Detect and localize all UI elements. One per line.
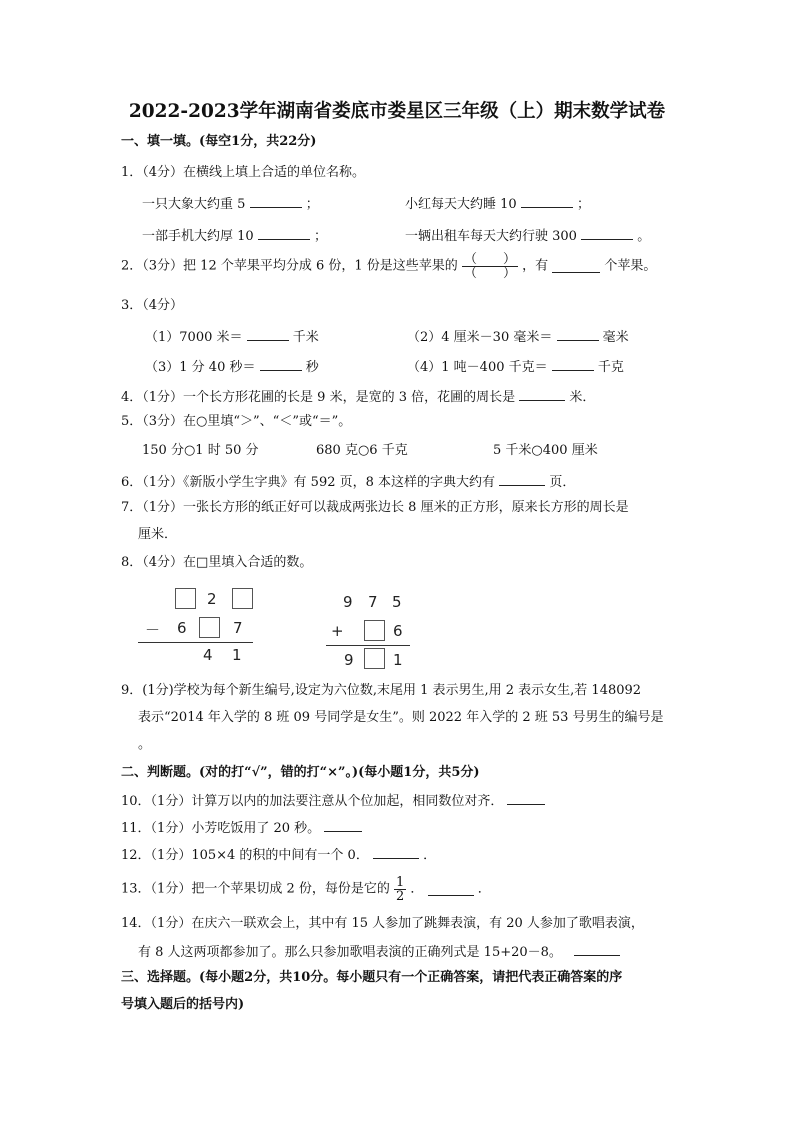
q3-item-3: [145, 358, 319, 376]
q11-blank[interactable]: [324, 819, 362, 832]
q1-item-a: [142, 195, 319, 213]
q13: [121, 876, 491, 903]
q1-d-text: 一辆出租车每天大约行驶 300: [405, 229, 577, 244]
q11: [121, 819, 362, 837]
q4-post: 米．: [569, 390, 596, 405]
q3-1-blank[interactable]: [247, 328, 289, 341]
section-1-heading: 一、填一填。(每空1分，共22分): [121, 134, 317, 149]
q3-4-unit: 千克: [597, 360, 624, 375]
q1-a-text: 一只大象大约重 5: [142, 197, 246, 212]
q14-text: 有 8 人这两项都参加了。那么只参加歌唱表演的正确列式是 15+20－8。: [138, 945, 562, 960]
q10-text: 10．（1分）计算万以内的加法要注意从个位加起，相同数位对齐．: [121, 794, 504, 809]
q3-item-1: [145, 328, 319, 346]
q6: [121, 473, 575, 491]
q8-p1-digit-1: 1: [232, 646, 242, 664]
q8-p1-digit-6: 6: [177, 619, 187, 637]
q1-c-post: ；: [313, 229, 327, 244]
q1-c-blank[interactable]: [258, 227, 310, 240]
q5-item-a[interactable]: 150 分○1 时 50 分: [142, 443, 259, 458]
q9-line-2: 表示“2014 年入学的 8 班 09 号同学是女生”。则 2022 年入学的 2 班 53 号男生的编号是: [138, 710, 664, 725]
q5-item-b[interactable]: 680 克○6 千克: [316, 443, 408, 458]
q4-blank[interactable]: [519, 388, 565, 401]
q8-p2-box-2[interactable]: [364, 648, 385, 669]
q8-p2-digit-9b: 9: [344, 651, 354, 669]
q12-blank[interactable]: [373, 846, 419, 859]
q3-1-text: （1）7000 米＝: [145, 330, 243, 345]
q2-post-text: 个苹果。: [604, 258, 657, 274]
q8-p2-digit-5: 5: [392, 593, 402, 611]
q1-item-c: [142, 227, 327, 245]
q8-p1-minus: －: [145, 621, 161, 639]
q13-blank[interactable]: [428, 883, 474, 896]
q2-mid-text: ，有: [522, 258, 549, 274]
q8-p1-box-2[interactable]: [232, 588, 253, 609]
q1-c-text: 一部手机大约厚 10: [142, 229, 254, 244]
q10-blank[interactable]: [507, 792, 545, 805]
q14-line-1: 14．（1分）在庆六一联欢会上，其中有 15 人参加了跳舞表演，有 20 人参加了歌唱表演，: [121, 916, 644, 931]
q9-line-3: 。: [138, 737, 152, 752]
q13-fraction-numerator: 1: [396, 875, 405, 890]
q5-stem: 5．（3分）在○里填“＞”、“＜”或“＝”。: [121, 414, 352, 429]
q8-p2-plus: +: [331, 622, 344, 640]
q13-post: ．: [477, 881, 491, 897]
q14-blank[interactable]: [574, 943, 620, 956]
q11-text: 11．（1分）小芳吃饭用了 20 秒。: [121, 821, 321, 836]
q3-2-text: （2）4 厘米－30 毫米＝: [407, 330, 553, 345]
q2: [121, 253, 656, 280]
q3-3-text: （3）1 分 40 秒＝: [145, 360, 256, 375]
section-2-heading: 二、判断题。(对的打“√”，错的打“×”。)(每小题1分，共5分): [121, 765, 480, 780]
q2-fraction: [462, 253, 518, 280]
q13-mid: ．: [410, 881, 424, 897]
q3-1-unit: 千米: [292, 330, 319, 345]
q1-item-b: [405, 195, 590, 213]
page-title: 2022-2023学年湖南省娄底市娄星区三年级（上）期末数学试卷: [128, 101, 666, 122]
q14-line-2: [138, 943, 620, 961]
q2-blank[interactable]: [552, 260, 600, 273]
q4-text: 4．（1分）一个长方形花圃的长是 9 米，是宽的 3 倍，花圃的周长是: [121, 390, 516, 405]
q3-3-unit: 秒: [305, 360, 319, 375]
q12-post: ．: [423, 848, 437, 863]
q12-text: 12．（1分）105×4 的积的中间有一个 0．: [121, 848, 369, 863]
q8-p2-digit-6: 6: [393, 622, 403, 640]
q4: [121, 388, 595, 406]
q3-item-2: [407, 328, 629, 346]
q8-p1-digit-2: 2: [207, 590, 217, 608]
q1-d-post: 。: [637, 229, 651, 244]
q2-text: 2．（3分）把 12 个苹果平均分成 6 份，1 份是这些苹果的: [121, 258, 458, 274]
q2-fraction-denominator[interactable]: （ ）: [463, 266, 516, 281]
section-3-heading-line-2: 号填入题后的括号内): [121, 997, 245, 1012]
q8-p2-digit-7: 7: [368, 593, 378, 611]
q3-4-blank[interactable]: [552, 358, 594, 371]
q8-p2-box-1[interactable]: [364, 620, 385, 641]
q8-p2-digit-1: 1: [393, 651, 403, 669]
q6-post: 页．: [549, 475, 576, 490]
q3-3-blank[interactable]: [260, 358, 302, 371]
q5-item-c[interactable]: 5 千米○400 厘米: [493, 443, 598, 458]
q6-text: 6．（1分）《新版小学生字典》有 592 页，8 本这样的字典大约有: [121, 475, 496, 490]
q7-line-1: 7．（1分）一张长方形的纸正好可以裁成两张边长 8 厘米的正方形，原来长方形的周长是: [121, 500, 629, 515]
q6-blank[interactable]: [499, 473, 545, 486]
q8-p1-digit-7: 7: [233, 619, 243, 637]
q8-p1-digit-4: 4: [203, 646, 213, 664]
q7-line-2: 厘米．: [138, 527, 178, 542]
q8-p2-digit-9: 9: [343, 593, 353, 611]
q13-fraction-denominator: 2: [396, 889, 405, 904]
q1-stem: 1．（4分）在横线上填上合适的单位名称。: [121, 165, 366, 180]
q9-line-1: 9．(1分)学校为每个新生编号,设定为六位数,末尾用 1 表示男生,用 2 表示女生,若 148092: [121, 683, 642, 698]
q1-a-blank[interactable]: [250, 195, 302, 208]
q3-item-4: [407, 358, 624, 376]
section-3-heading-line-1: 三、选择题。(每小题2分，共10分。每小题只有一个正确答案，请把代表正确答案的序: [121, 970, 623, 985]
q13-text: 13．（1分）把一个苹果切成 2 份，每份是它的: [121, 881, 390, 897]
q1-b-text: 小红每天大约睡 10: [405, 197, 517, 212]
q10: [121, 792, 545, 810]
q3-2-blank[interactable]: [557, 328, 599, 341]
q13-fraction: [394, 876, 406, 903]
q1-a-post: ；: [305, 197, 319, 212]
q3-4-text: （4）1 吨－400 千克＝: [407, 360, 548, 375]
q8-p1-rule: [138, 642, 253, 643]
q1-b-blank[interactable]: [521, 195, 573, 208]
q8-stem: 8．（4分）在□里填入合适的数。: [121, 555, 313, 570]
q2-fraction-numerator[interactable]: （ ）: [463, 252, 516, 267]
q8-p1-box-1[interactable]: [175, 588, 196, 609]
q8-p2-rule: [326, 645, 410, 646]
q8-p1-box-3[interactable]: [199, 617, 220, 638]
q3-stem: 3．（4分）: [121, 298, 184, 313]
q3-2-unit: 毫米: [602, 330, 629, 345]
q1-d-blank[interactable]: [581, 227, 633, 240]
q12: [121, 846, 436, 864]
q1-b-post: ；: [576, 197, 590, 212]
q1-item-d: [405, 227, 650, 245]
